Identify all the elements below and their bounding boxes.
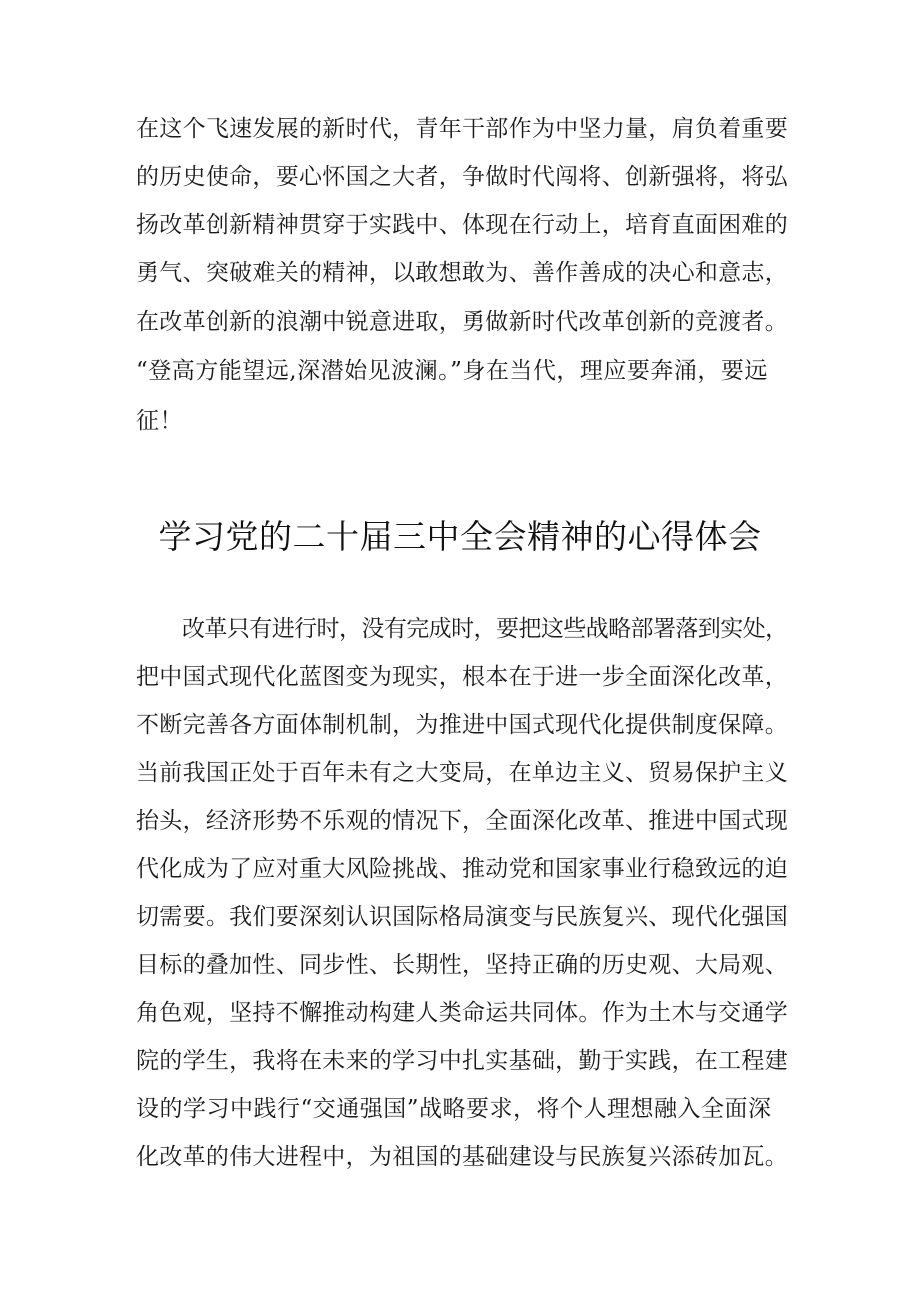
text-line: “登高方能望远,深潜始见波澜。”身在当代，理应要奔涌，要远 bbox=[136, 358, 768, 384]
text-line: 目标的叠加性、同步性、长期性，坚持正确的历史观、大局观、 bbox=[136, 952, 788, 978]
text-line: 改革只有进行时，没有完成时，要把这些战略部署落到实处， bbox=[182, 616, 788, 642]
text-line: 角色观，坚持不懈推动构建人类命运共同体。作为土木与交通学 bbox=[136, 1000, 788, 1026]
text-line: 把中国式现代化蓝图变为现实，根本在于进一步全面深化改革， bbox=[136, 664, 788, 690]
text-line: 化改革的伟大进程中，为祖国的基础建设与民族复兴添砖加瓦。 bbox=[136, 1144, 788, 1170]
text-line: 院的学生，我将在未来的学习中扎实基础，勤于实践，在工程建 bbox=[136, 1048, 788, 1074]
text-line: 的历史使命，要心怀国之大者，争做时代闯将、创新强将，将弘 bbox=[136, 164, 788, 190]
text-line: 不断完善各方面体制机制，为推进中国式现代化提供制度保障。 bbox=[136, 712, 788, 738]
text-line: 设的学习中践行“交通强国”战略要求，将个人理想融入全面深 bbox=[136, 1096, 772, 1122]
text-line: 勇气、突破难关的精神，以敢想敢为、善作善成的决心和意志， bbox=[136, 260, 788, 286]
text-line: 在改革创新的浪潮中锐意进取，勇做新时代改革创新的竞渡者。 bbox=[136, 309, 788, 335]
text-line: 当前我国正处于百年未有之大变局，在单边主义、贸易保护主义 bbox=[136, 760, 788, 786]
text-line: 在这个飞速发展的新时代，青年干部作为中坚力量，肩负着重要 bbox=[136, 116, 788, 142]
text-line: 扬改革创新精神贯穿于实践中、体现在行动上，培育直面困难的 bbox=[136, 212, 788, 238]
text-line: 抬头，经济形势不乐观的情况下，全面深化改革、推进中国式现 bbox=[136, 808, 788, 834]
text-line: 代化成为了应对重大风险挑战、推动党和国家事业行稳致远的迫 bbox=[136, 856, 788, 882]
text-line: 征！ bbox=[136, 408, 183, 434]
article-title: 学习党的二十届三中全会精神的心得体会 bbox=[158, 517, 762, 556]
text-line: 切需要。我们要深刻认识国际格局演变与民族复兴、现代化强国 bbox=[136, 904, 788, 930]
